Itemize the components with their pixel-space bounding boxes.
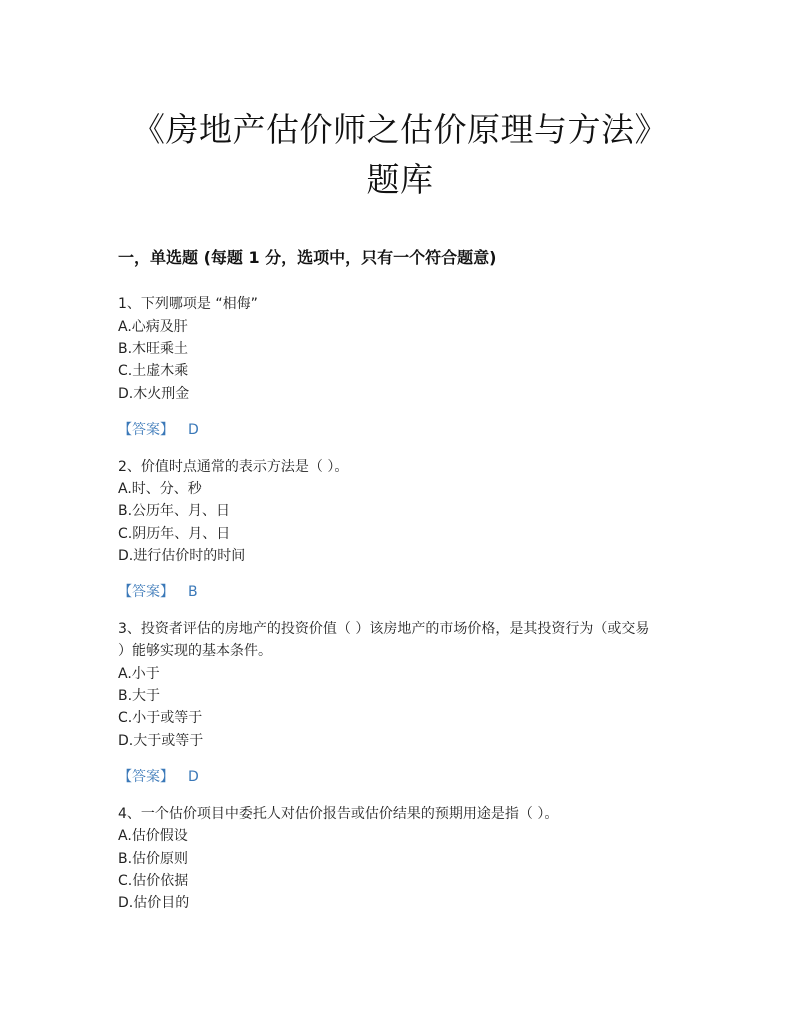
answer-label: 【答案】 xyxy=(118,769,174,785)
question-3-option-a: A.小于 xyxy=(118,666,160,682)
section-heading: 一，单选题 (每题 1 分，选项中，只有一个符合题意) xyxy=(118,248,497,267)
document-title-line-1: 《房地产估价师之估价原理与方法》 xyxy=(132,110,668,149)
question-4-option-b: B.估价原则 xyxy=(118,851,189,867)
question-2-stem: 2、价值时点通常的表示方法是（ ）。 xyxy=(118,459,349,475)
question-3-stem-line-1: 3、投资者评估的房地产的投资价值（ ）该房地产的市场价格，是其投资行为（或交易 xyxy=(118,621,650,637)
answer-value: B xyxy=(188,584,198,600)
question-1-answer xyxy=(118,420,199,440)
document-title-line-2: 题库 xyxy=(366,160,434,199)
question-3-stem-line-2: ）能够实现的基本条件。 xyxy=(118,643,272,659)
question-2-option-d: D.进行估价时的时间 xyxy=(118,548,246,564)
answer-value: D xyxy=(188,422,199,438)
question-3-option-d: D.大于或等于 xyxy=(118,733,204,749)
question-4-option-d: D.估价目的 xyxy=(118,895,190,911)
question-1-option-b: B.木旺乘土 xyxy=(118,341,189,357)
question-3-option-c: C.小于或等于 xyxy=(118,710,203,726)
question-2-option-c: C.阴历年、月、日 xyxy=(118,526,231,542)
question-1-stem: 1、下列哪项是 “相侮” xyxy=(118,296,258,312)
question-3-answer xyxy=(118,767,199,787)
question-4-stem: 4、一个估价项目中委托人对估价报告或估价结果的预期用途是指（ ）。 xyxy=(118,806,559,822)
question-3-option-b: B.大于 xyxy=(118,688,161,704)
question-2-option-b: B.公历年、月、日 xyxy=(118,503,231,519)
question-1-option-c: C.土虚木乘 xyxy=(118,363,189,379)
question-1-option-d: D.木火刑金 xyxy=(118,386,190,402)
answer-label: 【答案】 xyxy=(118,584,174,600)
answer-value: D xyxy=(188,769,199,785)
question-4-option-a: A.估价假设 xyxy=(118,828,188,844)
question-4-option-c: C.估价依据 xyxy=(118,873,189,889)
answer-label: 【答案】 xyxy=(118,422,174,438)
question-2-answer xyxy=(118,582,198,602)
question-2-option-a: A.时、分、秒 xyxy=(118,481,202,497)
question-1-option-a: A.心病及肝 xyxy=(118,319,188,335)
